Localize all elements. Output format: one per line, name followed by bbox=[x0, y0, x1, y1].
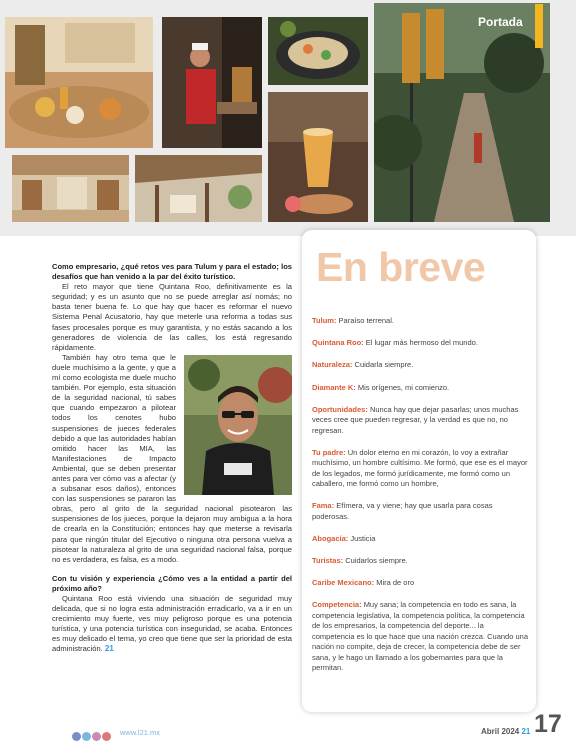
answer-1-paragraph-1: El reto mayor que tiene Quintana Roo, definitivamente es la seguridad; y es un asunto que no se puede arreglar así nomás; no basta tener buena fe. Lo que hay que hacer es reformar el nuevo Sistema Penal Acusatorio, hay que meterle una reforma a todas sus fases procesales porque es muy garantista, y no estás sacando a los generadores de violencia de las calles, los está regresando rápidamente. bbox=[52, 282, 292, 352]
list-item bbox=[312, 534, 528, 544]
entry-text: Un dolor eterno en mi corazón, lo voy a extrañar muchísimo, un hombre cultísimo. Me formó, que ese es el mayor de los legados, me formó jurídicamente, me formó como un caballero, me formó como un hombre, bbox=[312, 447, 528, 489]
answer-1-paragraph-2: También hay otro tema que le duele muchísimo a la gente, y que a mí como ecologista me duele mucho también. Por ejemplo, esta situación de la seguridad nacional, tú sabes que cuando empezaron a pilotear todos los cenotes hubo suspensiones de jueces federales debido a que las autoridades habían omitido hacer las MIA, las Manifestaciones de Impacto Ambiental, que se deben presentar antes para ver cómo vas a afectar (y a subsanar esos daños), entonces con las suspensiones se pararon las obras, pero al grito de la seguridad nacional pisotearon las suspensiones de los jueces, porque la dejaron muy ambigua a la hora de crearla en la Constitución; entonces hay que meterse a revisarla para que ningún titular del Ejecutivo o ninguna otra persona vuelva a pisotear la naturaleza al grito de una seguridad nacional falsa, porque no es verdadera, es falsa, es a modo. bbox=[52, 352, 292, 564]
question-1: Como empresario, ¿qué retos ves para Tulum y para el estado; los desafíos que han venido a la par del éxito turístico. bbox=[52, 262, 292, 282]
list-item bbox=[312, 383, 528, 393]
section-label: Portada bbox=[478, 15, 523, 29]
entry-term: Diamante K: bbox=[312, 382, 356, 392]
list-item bbox=[312, 501, 528, 522]
section-tab-accent bbox=[535, 4, 543, 48]
website-link[interactable]: www.l21.mx bbox=[120, 728, 161, 737]
photo-drink-glass bbox=[268, 92, 368, 222]
answer-2-paragraph bbox=[52, 594, 292, 655]
entry-term: Abogacía: bbox=[312, 533, 349, 543]
photo-jungle-path bbox=[374, 3, 550, 222]
question-2: Con tu visión y experiencia ¿Cómo ves a la entidad a partir del próximo año? bbox=[52, 573, 292, 593]
issue-date bbox=[481, 727, 530, 736]
entry-text: Justicia bbox=[350, 533, 376, 543]
quick-answers-list bbox=[312, 316, 528, 685]
twitter-icon[interactable] bbox=[82, 732, 91, 741]
entry-text: Mira de oro bbox=[376, 578, 415, 588]
photo-terrace bbox=[135, 155, 262, 222]
photo-hotel-lobby bbox=[12, 155, 129, 222]
entry-text: Mis orígenes, mi comienzo. bbox=[357, 382, 450, 392]
photo-chef-cooking bbox=[162, 17, 262, 148]
entry-text: Cuidarla siempre. bbox=[354, 360, 414, 370]
page-number: 17 bbox=[534, 710, 562, 738]
entry-term: Competencia: bbox=[312, 600, 362, 610]
photo-food-dish bbox=[268, 17, 368, 85]
photo-restaurant-table bbox=[5, 17, 153, 148]
list-item bbox=[312, 405, 528, 436]
entry-text: Nunca hay que dejar pasarlas; unos muchas veces cree que pueden regresar, y la verdad es que no, no regresan. bbox=[312, 404, 519, 435]
list-item bbox=[312, 556, 528, 566]
issue-badge: 21 bbox=[521, 727, 531, 736]
list-item bbox=[312, 600, 528, 673]
entry-text: Efímera, va y viene; hay que usarla para cosas poderosas. bbox=[312, 501, 493, 521]
entry-term: Naturaleza: bbox=[312, 360, 353, 370]
entry-term: Tulum: bbox=[312, 316, 337, 325]
entry-term: Caribe Mexicano: bbox=[312, 578, 375, 588]
youtube-icon[interactable] bbox=[102, 732, 111, 741]
entry-term: Turistas: bbox=[312, 556, 344, 566]
list-item bbox=[312, 448, 528, 490]
entry-term: Oportunidades: bbox=[312, 404, 368, 414]
card-title: En breve bbox=[316, 244, 486, 290]
social-icons bbox=[72, 728, 112, 746]
entry-text: Muy sana; la competencia en todo es sana, la competencia legislativa, la competencia política, la competencia de los empresarios, la competencia del deporte... la competencia es lo que hace que una nación crezca. Cuando una nación no compite, deja de crecer, la competencia debe de ser sana, y le hago un llamado a los gobernantes para que la permitan. bbox=[312, 600, 528, 672]
answer-2-text: Quintana Roo está viviendo una situación de seguridad muy delicada, que si no logra esta administración erradicarlo, va a ir en un crecimiento muy fuerte, ves muy peligroso porque es una potencia turística, y una potencia turística con inseguridad, se acaba. Entonces es muy delicado el tema, yo creo que tiene que ser la prioridad de esta administración. bbox=[52, 594, 292, 654]
facebook-icon[interactable] bbox=[72, 732, 81, 741]
photo-interviewee-portrait bbox=[184, 355, 292, 495]
list-item bbox=[312, 316, 528, 326]
entry-term: Fama: bbox=[312, 501, 335, 511]
entry-text: Paraíso terrenal. bbox=[338, 316, 394, 325]
list-item bbox=[312, 578, 528, 588]
instagram-icon[interactable] bbox=[92, 732, 101, 741]
list-item bbox=[312, 338, 528, 348]
end-mark-badge: 21 bbox=[104, 644, 114, 654]
entry-term: Tu padre: bbox=[312, 447, 346, 457]
entry-term: Quintana Roo: bbox=[312, 338, 364, 348]
issue-label: Abril 2024 bbox=[481, 727, 520, 736]
entry-text: El lugar más hermoso del mundo. bbox=[365, 338, 478, 348]
article-body bbox=[52, 262, 292, 655]
entry-text: Cuidarlos siempre. bbox=[345, 556, 408, 566]
list-item bbox=[312, 360, 528, 370]
en-breve-card bbox=[302, 230, 536, 712]
